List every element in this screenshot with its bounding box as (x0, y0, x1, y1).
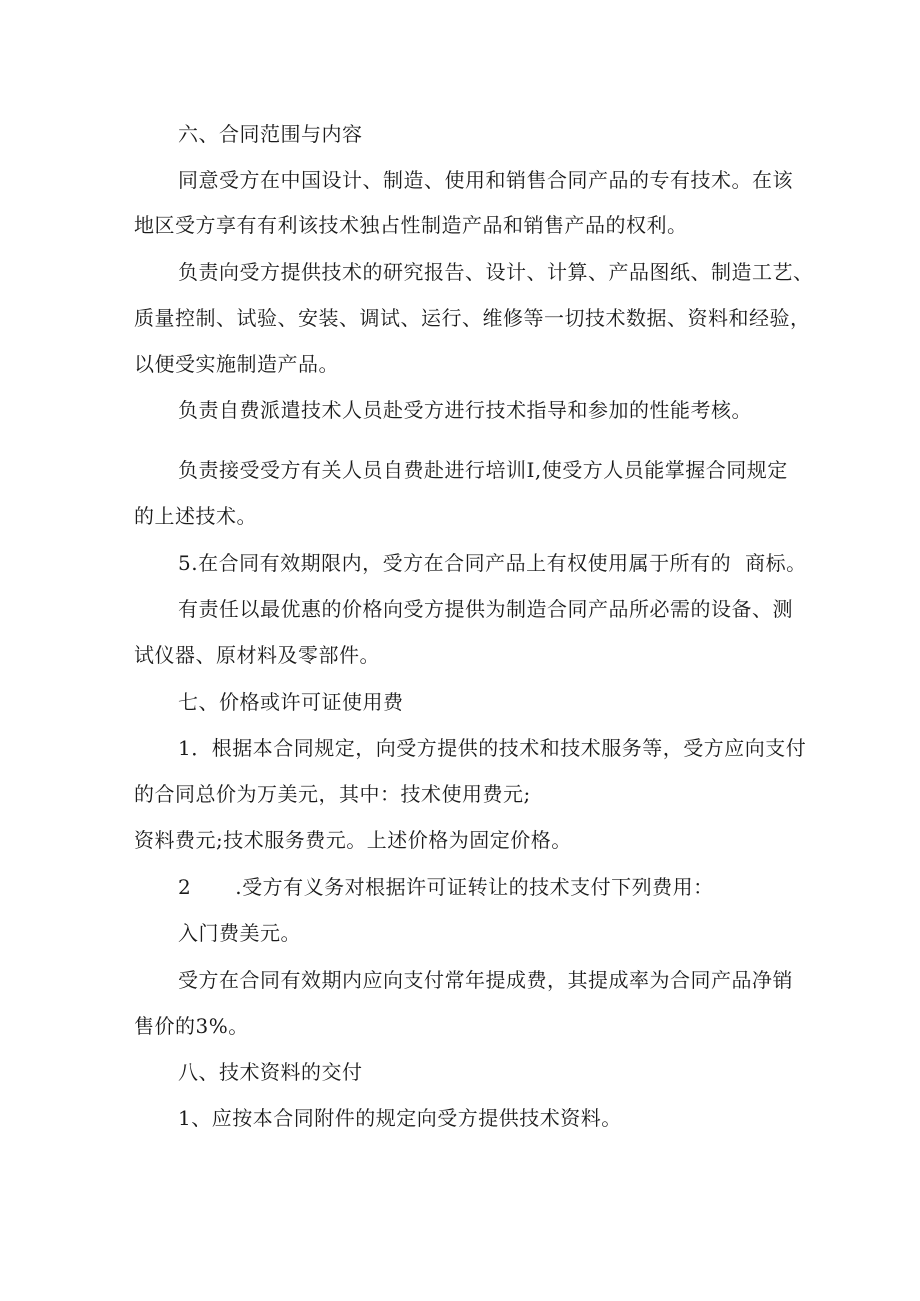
paragraph-line: 试仪器、原材料及零部件。 (134, 643, 380, 667)
paragraph-line (178, 873, 714, 901)
paragraph-text: .受方有义务对根据许可证转让的技术支付下列费用： (235, 875, 714, 899)
paragraph-line: 以便受实施制造产品。 (134, 352, 339, 376)
paragraph-line: 1．根据本合同规定，向受方提供的技术和技术服务等，受方应向支付 (178, 736, 807, 760)
paragraph-line: 的合同总价为万美元，其中：技术使用费元; (134, 782, 531, 806)
paragraph-line: 1、应按本合同附件的规定向受方提供技术资料。 (178, 1106, 622, 1130)
paragraph-line (178, 549, 807, 577)
paragraph-line: 入门费美元。 (178, 921, 301, 945)
section-6-heading: 六、合同范围与内容 (178, 122, 363, 146)
paragraph-line: 售价的3%。 (134, 1014, 249, 1038)
paragraph-line: 资料费元;技术服务费元。上述价格为固定价格。 (134, 828, 572, 852)
paragraph-line: 地区受方享有有利该技术独占性制造产品和销售产品的权利。 (134, 213, 688, 237)
paragraph-line: 同意受方在中国设计、制造、使用和销售合同产品的专有技术。在该 (178, 168, 793, 192)
paragraph-line: 有责任以最优惠的价格向受方提供为制造合同产品所必需的设备、测 (178, 597, 793, 621)
paragraph-line: 的上述技术。 (134, 504, 257, 528)
paragraph-line: 负责自费派遣技术人员赴受方进行技术指导和参加的性能考核。 (178, 398, 752, 422)
paragraph-line: 受方在合同有效期内应向支付常年提成费，其提成率为合同产品净销 (178, 968, 793, 992)
paragraph-line: 负责接受受方有关人员自费赴进行培训I,使受方人员能掌握合同规定 (178, 458, 788, 482)
paragraph-text: 5.在合同有效期限内，受方在合同产品上有权使用属于所有的 (178, 551, 732, 575)
paragraph-line: 负责向受方提供技术的研究报告、设计、计算、产品图纸、制造工艺、 (178, 260, 814, 284)
section-7-heading: 七、价格或许可证使用费 (178, 690, 404, 714)
paragraph-text: 2 (178, 875, 192, 899)
paragraph-line: 质量控制、试验、安装、调试、运行、维修等一切技术数据、资料和经验， (134, 306, 811, 330)
paragraph-text: 商标。 (745, 551, 807, 575)
section-8-heading: 八、技术资料的交付 (178, 1060, 363, 1084)
